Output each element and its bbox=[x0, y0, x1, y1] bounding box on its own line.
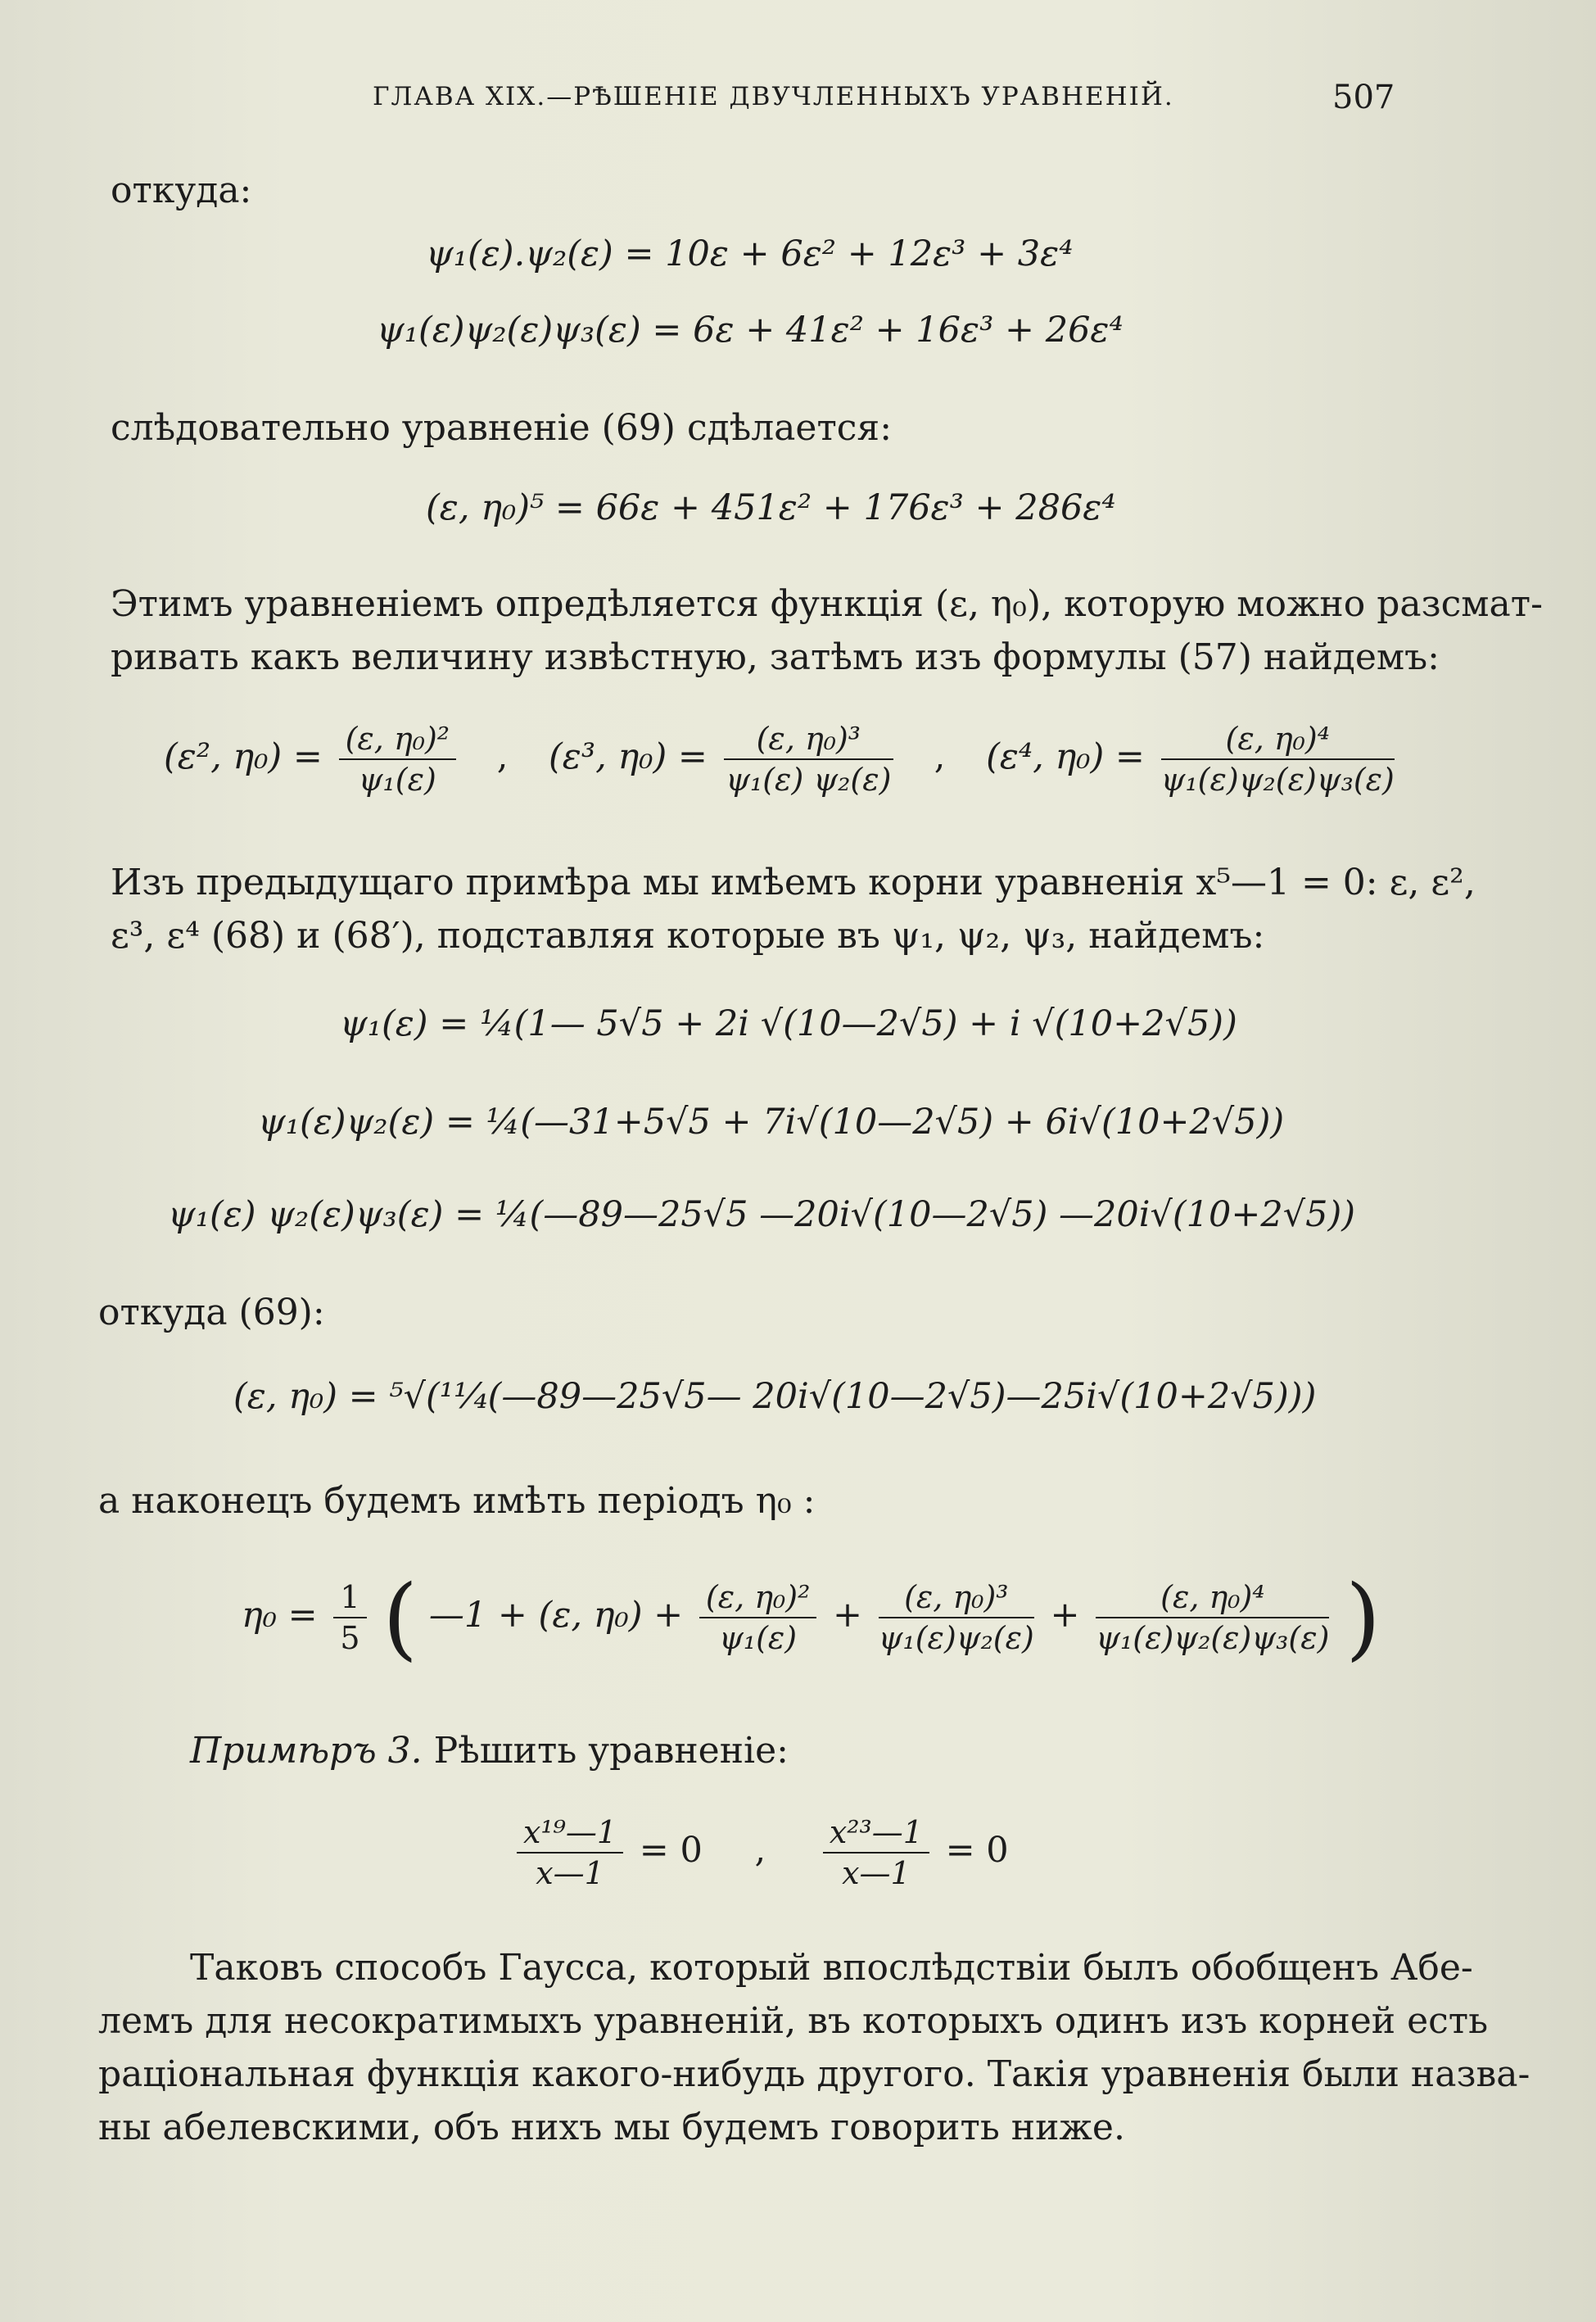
fraction-denominator: ψ₁(ε) bbox=[719, 1620, 798, 1656]
example-3-line bbox=[190, 1724, 789, 1778]
equation-psi1-value: ψ₁(ε) = ¼(1— 5√5 + 2i √(10—2√5) + i √(10+2√5)) bbox=[340, 1003, 1237, 1044]
fraction-x23 bbox=[823, 1814, 929, 1891]
separator-comma: , bbox=[754, 1830, 766, 1871]
fraction-numerator: (ε, η₀)⁴ bbox=[1161, 721, 1395, 760]
fraction-eps3 bbox=[724, 721, 893, 798]
example-label: Примѣръ 3. bbox=[190, 1730, 423, 1772]
fraction-term-4 bbox=[1096, 1579, 1329, 1656]
otkuda-line: откуда: bbox=[111, 170, 252, 211]
fraction-denominator: ψ₁(ε)ψ₂(ε)ψ₃(ε) bbox=[1160, 762, 1395, 798]
fraction-eps4 bbox=[1161, 721, 1395, 798]
paragraph-1-line-1: Этимъ уравненіемъ опредѣляется функція (ε, η₀), которую можно разсмат- bbox=[111, 583, 1543, 625]
equation-example-3 bbox=[512, 1814, 1009, 1891]
equation-psi1-psi2-psi3-value: ψ₁(ε) ψ₂(ε)ψ₃(ε) = ¼(—89—25√5 —20i√(10—2√5) —20i√(10+2√5)) bbox=[168, 1194, 1356, 1235]
equation-psi1-psi2-value: ψ₁(ε)ψ₂(ε) = ¼(—31+5√5 + 7i√(10—2√5) + 6i√(10+2√5)) bbox=[258, 1102, 1285, 1143]
fraction-denominator: ψ₁(ε)ψ₂(ε)ψ₃(ε) bbox=[1096, 1620, 1330, 1656]
equation-eps-eta-fifth: (ε, η₀)⁵ = 66ε + 451ε² + 176ε³ + 286ε⁴ bbox=[426, 487, 1116, 528]
equals-zero: = 0 bbox=[639, 1830, 703, 1871]
fraction-numerator: x²³—1 bbox=[823, 1814, 929, 1854]
eps2-lhs: (ε², η₀) = bbox=[164, 736, 323, 777]
fraction-x19 bbox=[517, 1814, 623, 1891]
fraction-numerator: (ε, η₀)³ bbox=[879, 1579, 1034, 1618]
paragraph-1-line-2: ривать какъ величину извѣстную, затѣмъ изъ формулы (57) найдемъ: bbox=[111, 636, 1440, 678]
paragraph-3-line-1: Таковъ способъ Гаусса, который впослѣдствіи былъ обобщенъ Абе- bbox=[190, 1947, 1473, 1989]
equals-zero: = 0 bbox=[945, 1830, 1009, 1871]
separator-comma: , bbox=[496, 736, 509, 777]
paragraph-2-line-2: ε³, ε⁴ (68) и (68′), подставляя которые въ ψ₁, ψ₂, ψ₃, найдемъ: bbox=[111, 915, 1265, 957]
eta0-middle-terms: —1 + (ε, η₀) + bbox=[428, 1595, 684, 1636]
otkuda-69-line: откуда (69): bbox=[98, 1292, 325, 1333]
equation-psi1-psi2: ψ₁(ε).ψ₂(ε) = 10ε + 6ε² + 12ε³ + 3ε⁴ bbox=[426, 233, 1074, 274]
fraction-numerator: (ε, η₀)² bbox=[699, 1579, 816, 1618]
running-header: ГЛАВА XIX.—РѢШЕНІЕ ДВУЧЛЕННЫХЪ УРАВНЕНІЙ. bbox=[373, 82, 1174, 111]
equation-eps-powers bbox=[164, 721, 1399, 798]
fraction-term-2 bbox=[699, 1579, 816, 1656]
plus-sign: + bbox=[1050, 1595, 1080, 1636]
fraction-numerator: 1 bbox=[333, 1579, 366, 1618]
eps3-lhs: (ε³, η₀) = bbox=[549, 736, 708, 777]
equation-eta0-period bbox=[242, 1565, 1381, 1670]
eta0-lhs: η₀ = bbox=[242, 1595, 318, 1636]
fraction-numerator: (ε, η₀)⁴ bbox=[1096, 1579, 1329, 1618]
fraction-denominator: x—1 bbox=[536, 1855, 604, 1891]
equation-psi1-psi2-psi3: ψ₁(ε)ψ₂(ε)ψ₃(ε) = 6ε + 41ε² + 16ε³ + 26ε⁴ bbox=[377, 310, 1124, 351]
eps4-lhs: (ε⁴, η₀) = bbox=[986, 736, 1145, 777]
equation-eps-eta-root: (ε, η₀) = ⁵√(¹¹⁄₄(—89—25√5— 20i√(10—2√5)—25i√(10+2√5))) bbox=[233, 1376, 1317, 1417]
fraction-denominator: x—1 bbox=[842, 1855, 911, 1891]
paragraph-3-line-2: лемъ для несократимыхъ уравненій, въ которыхъ одинъ изъ корней есть bbox=[98, 2000, 1489, 2042]
paragraph-3-line-3: раціональная функція какого-нибудь другого. Такія уравненія были назва- bbox=[98, 2053, 1530, 2095]
fraction-denominator: ψ₁(ε)ψ₂(ε) bbox=[878, 1620, 1034, 1656]
close-paren: ) bbox=[1345, 1565, 1381, 1670]
open-paren: ( bbox=[382, 1565, 418, 1670]
fraction-term-3 bbox=[879, 1579, 1034, 1656]
sledovatelno-line: слѣдовательно уравненіе (69) сдѣлается: bbox=[111, 407, 893, 449]
plus-sign: + bbox=[833, 1595, 863, 1636]
fraction-numerator: x¹⁹—1 bbox=[517, 1814, 623, 1854]
naconets-line: а наконецъ будемъ имѣть періодъ η₀ : bbox=[98, 1480, 816, 1522]
fraction-numerator: (ε, η₀)² bbox=[339, 721, 456, 760]
fraction-denominator: 5 bbox=[340, 1620, 360, 1656]
fraction-denominator: ψ₁(ε) bbox=[358, 762, 436, 798]
fraction-numerator: (ε, η₀)³ bbox=[724, 721, 893, 760]
fraction-denominator: ψ₁(ε) ψ₂(ε) bbox=[726, 762, 892, 798]
page-number: 507 bbox=[1332, 79, 1395, 116]
fraction-eps2 bbox=[339, 721, 456, 798]
example-text: Рѣшить уравненіе: bbox=[433, 1730, 789, 1772]
fraction-one-fifth bbox=[333, 1579, 366, 1656]
paragraph-3-line-4: ны абелевскими, объ нихъ мы будемъ говорить ниже. bbox=[98, 2107, 1125, 2148]
paragraph-2-line-1: Изъ предыдущаго примѣра мы имѣемъ корни уравненія x⁵—1 = 0: ε, ε², bbox=[111, 862, 1476, 903]
separator-comma: , bbox=[934, 736, 946, 777]
